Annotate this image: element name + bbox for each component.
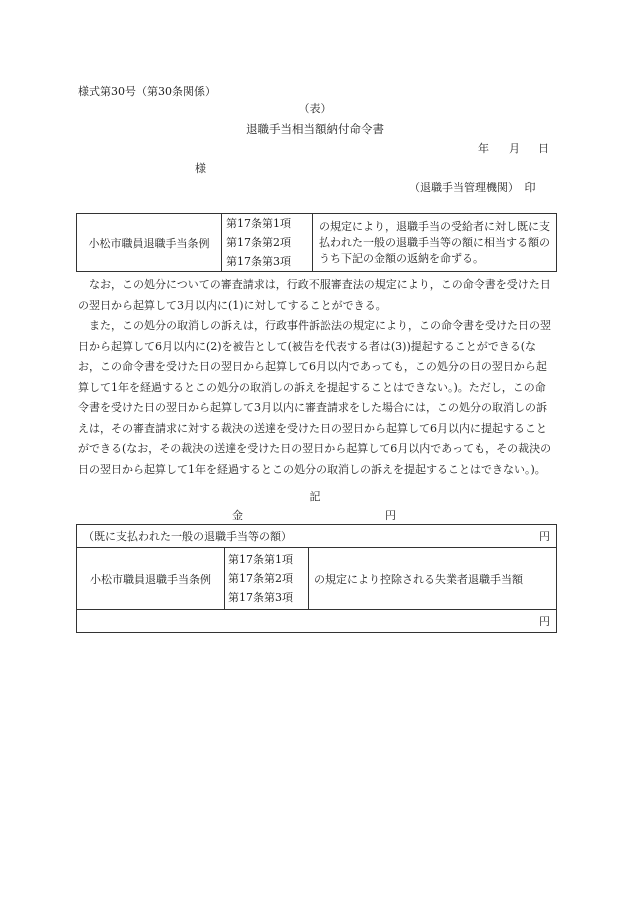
article-item: 第17条第1項 — [226, 217, 291, 230]
total-yen: 円 — [77, 610, 557, 633]
article-item: 第17条第2項 — [228, 572, 293, 585]
document-title: 退職手当相当額納付命令書 — [246, 122, 384, 136]
article-list — [222, 214, 313, 272]
ordinance-name: 小松市職員退職手当条例 — [77, 548, 225, 610]
already-paid-label: （既に支払われた一般の退職手当等の額） — [83, 530, 292, 543]
article-item: 第17条第1項 — [228, 553, 293, 566]
article-item: 第17条第3項 — [228, 591, 293, 604]
record-heading: 記 — [309, 490, 321, 503]
ordinance-name: 小松市職員退職手当条例 — [77, 214, 222, 272]
amount-label: 金 — [232, 509, 243, 522]
lawsuit-notice — [78, 316, 556, 480]
article-item: 第17条第3項 — [226, 255, 291, 268]
already-paid-row — [77, 525, 557, 548]
side-label: （表） — [298, 102, 332, 115]
date-day: 日 — [538, 142, 549, 155]
appeal-notice — [78, 275, 556, 316]
order-table — [76, 213, 557, 272]
deduction-table — [76, 524, 557, 633]
article-item: 第17条第2項 — [226, 236, 291, 249]
form-number: 様式第30号（第30条関係） — [78, 85, 216, 98]
article-list — [225, 548, 309, 610]
issuer-label: （退職手当管理機関） 印 — [409, 181, 536, 194]
deduction-clause: の規定により控除される失業者退職手当額 — [309, 548, 557, 610]
paragraph: なお，この処分についての審査請求は，行政不服審査法の規定により，この命令書を受けた日の翌日から起算して3月以内に(1)に対してすることができる。 — [78, 278, 551, 312]
date-month: 月 — [509, 142, 520, 155]
paragraph: また，この処分の取消しの訴えは，行政事件訴訟法の規定により，この命令書を受けた日の翌日から起算して6月以内に(2)を被告として(被告を代表する者は(3))提起することができる(なお，この命令書を受けた日の翌日から起算して6月以内であっても，この処分の日の翌日から起算して1年を経過するとこの処分の取消しの訴えを提起することはできない。)。ただし，この命令書を受けた日の翌日から起算して3月以内に審査請求をした場合には，この処分の取消しの訴えは，その審査請求に対する裁決の送達を受けた日の翌日から起算して6月以内に提起することができる(なお，その裁決の送達を受けた日の翌日から起算して6月以内であっても，その裁決の日の翌日から起算して1年を経過するとこの処分の取消しの訴えを提起することはできない。)。 — [78, 319, 552, 476]
date-year: 年 — [478, 142, 489, 155]
addressee-suffix: 様 — [195, 162, 206, 175]
order-clause: の規定により，退職手当の受給者に対し既に支払われた一般の退職手当等の額に相当する額のうち下記の金額の返納を命ずる。 — [313, 214, 557, 272]
amount-yen: 円 — [385, 509, 396, 522]
date-line — [478, 143, 549, 154]
already-paid-yen: 円 — [539, 530, 550, 543]
